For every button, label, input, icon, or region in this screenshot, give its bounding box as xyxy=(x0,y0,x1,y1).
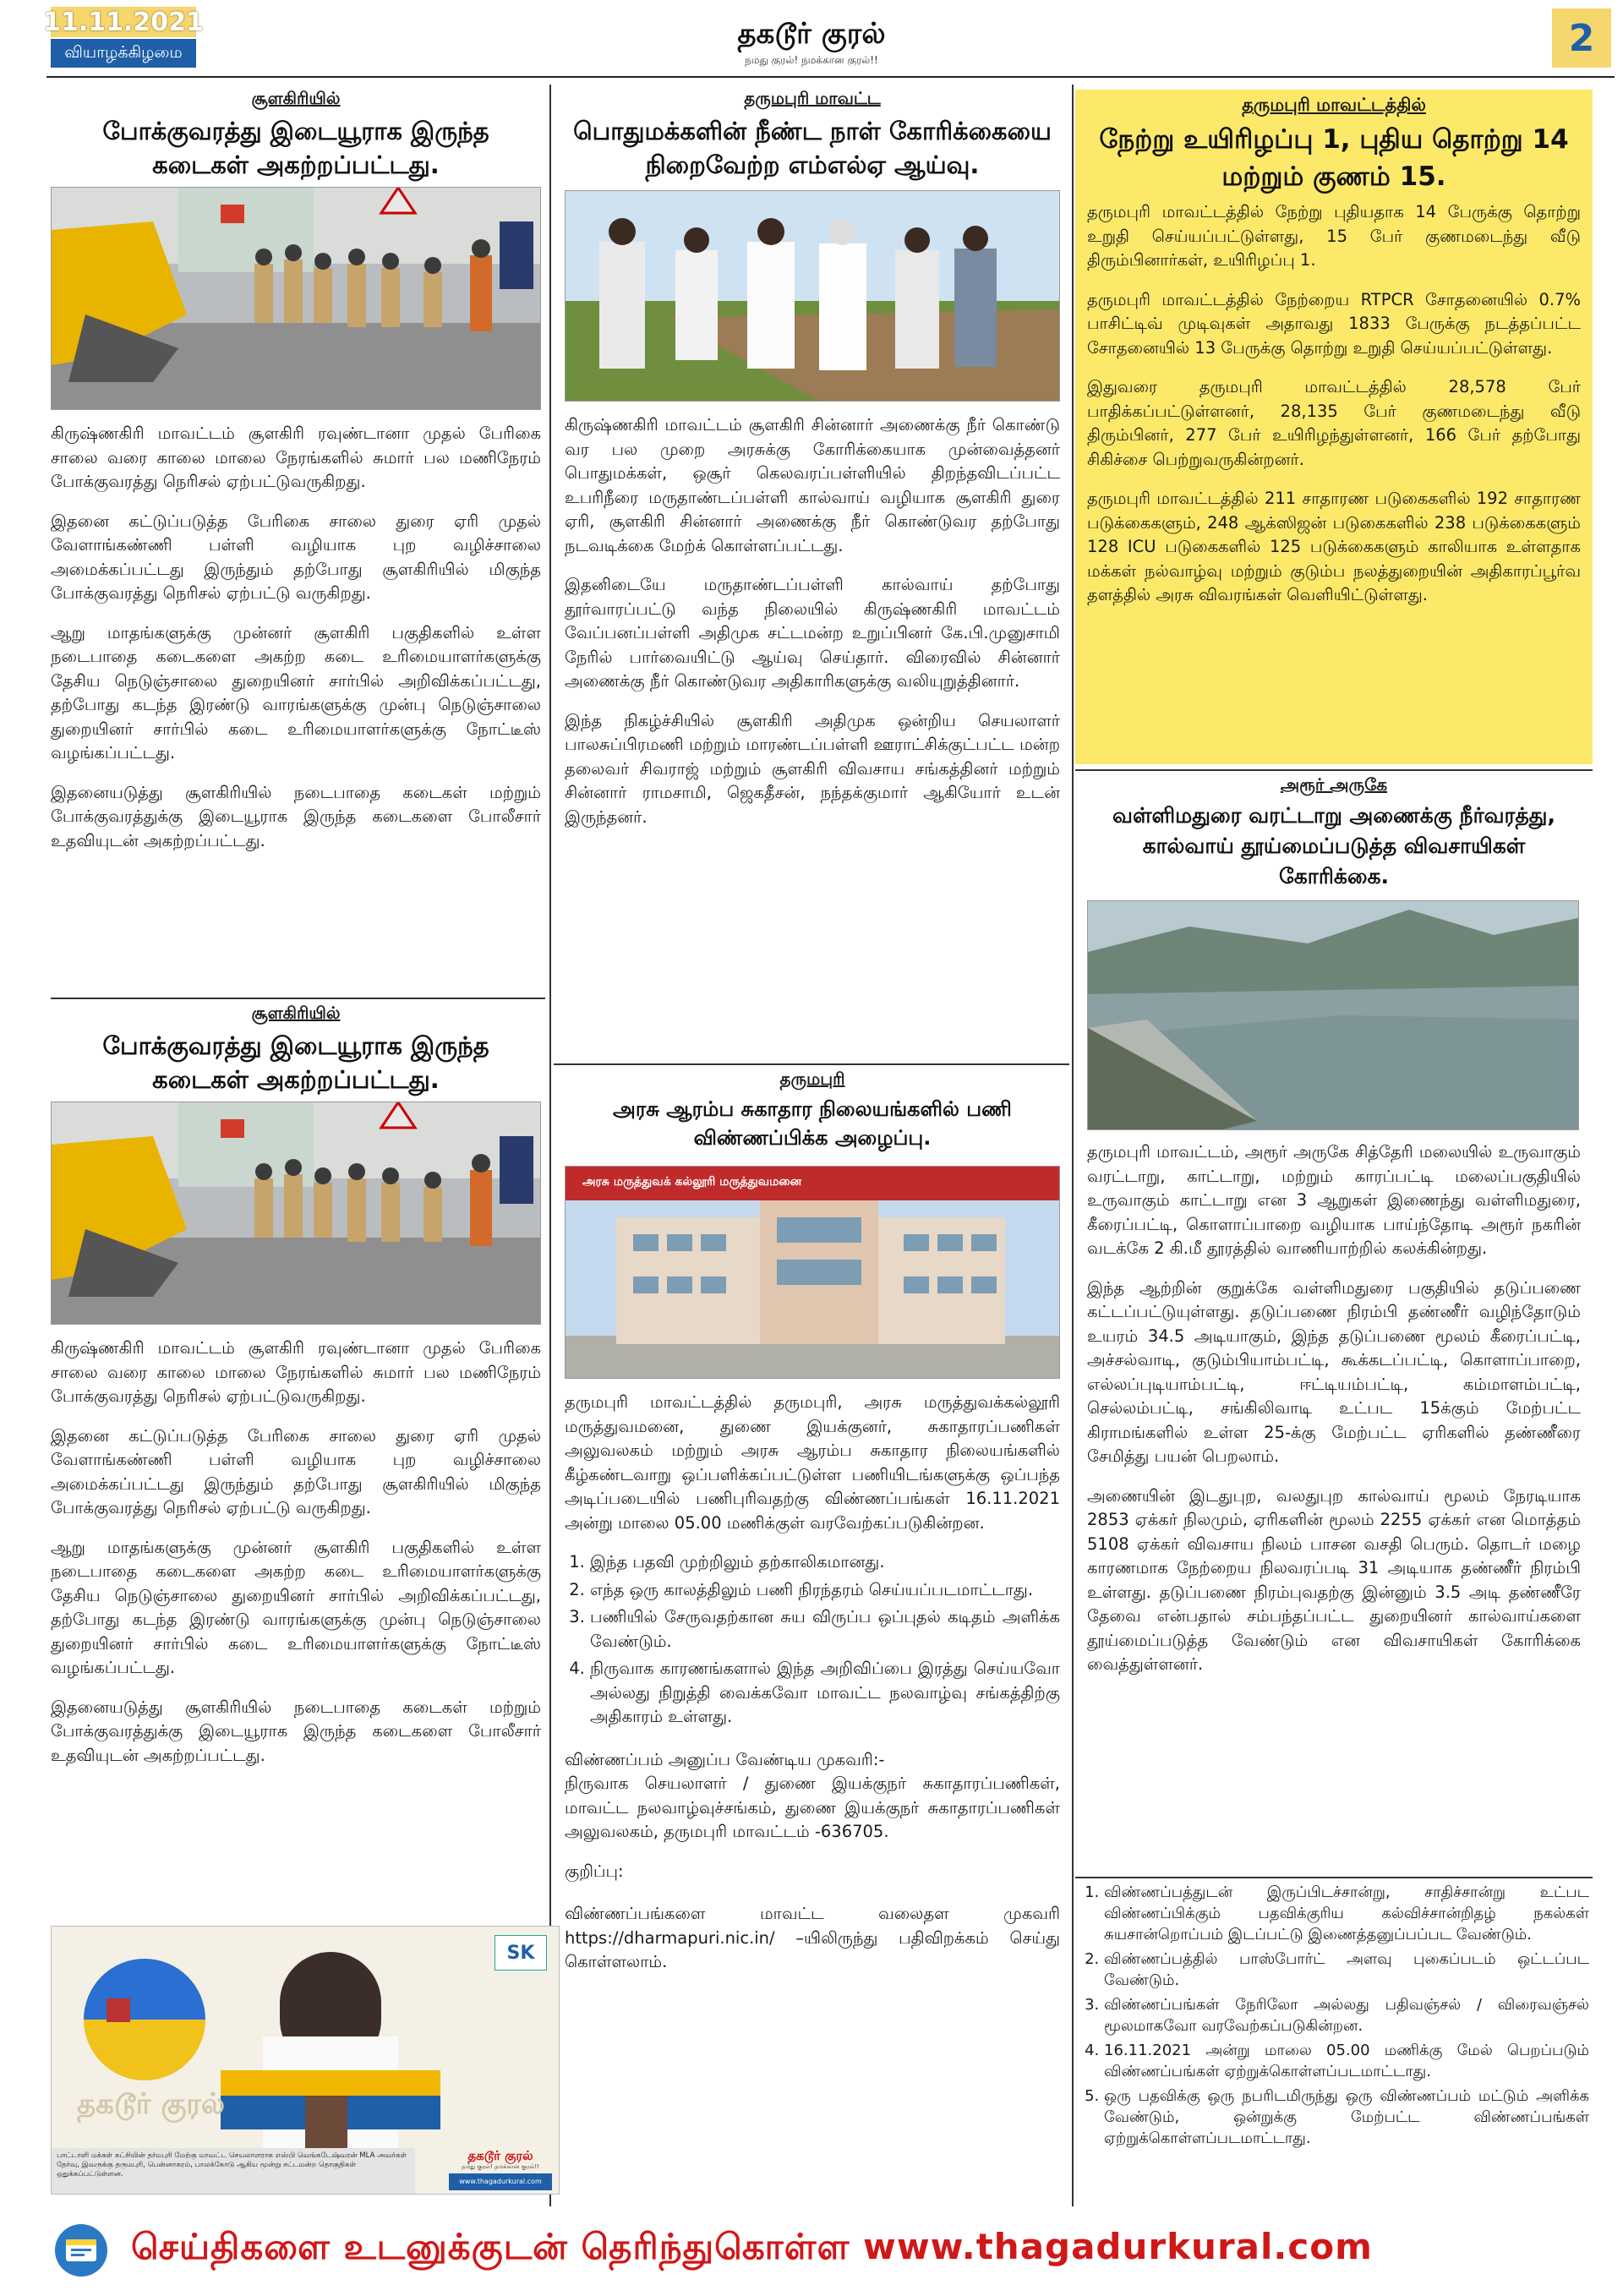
paragraph: இதுவரை தருமபுரி மாவட்டத்தில் 28,578 பேர் பாதிக்கப்பட்டுள்ளனர், 28,135 பேர் குணமடைந்து வீடு திரும்பினர், 277 பேர் உயிரிழந்துள்ளனர், 166 பேர் தற்போது சிகிச்சை பெற்றுவருகின்றனர். xyxy=(1087,377,1581,469)
article-col1-story1 xyxy=(51,88,541,868)
headline: போக்குவரத்து இடையூராக இருந்த கடைகள் அகற்றப்பட்டது. xyxy=(102,117,489,179)
watermark-title: தகடூர் குரல் xyxy=(77,2087,226,2121)
article-col2-story1 xyxy=(565,88,1060,845)
masthead-title: தகடூர் குரல் xyxy=(737,17,886,51)
paragraph: தருமபுரி மாவட்டத்தில் நேற்று புதியதாக 14 பேருக்கு தொற்று உறுதி செய்யப்பட்டுள்ளது, 15 பேர் குணமடைந்து வீடு திரும்பினார்கள், உயிரிழப்பு 1. xyxy=(1087,202,1581,270)
issue-date: 11.11.2021 xyxy=(43,7,204,37)
masthead-tagline: நமது குரல்! நமக்கான குரல்!! xyxy=(745,54,878,66)
conditions-list xyxy=(565,1550,1060,1730)
note-label: குறிப்பு: xyxy=(565,1861,624,1881)
covid-update-box xyxy=(1075,90,1593,764)
news-photo-hospital xyxy=(565,1166,1060,1379)
kicker: தருமபுரி மாவட்டத்தில் xyxy=(1242,95,1426,115)
paragraph: கிருஷ்ணகிரி மாவட்டம் சூளகிரி ரவுண்டானா முதல் பேரிகை சாலை வரை காலை மாலை நேரங்களில் சுமார் பல மணிநேரம் போக்குவரத்து நெரிசல் ஏற்பட்டுவருகிறது. xyxy=(51,424,541,491)
paragraph: இதனையடுத்து சூளகிரியில் நடைபாதை கடைகள் மற்றும் போக்குவரத்துக்கு இடையூராக இருந்த கடைகளை போலீசார் உதவியுடன் அகற்றப்பட்டது. xyxy=(51,1697,541,1765)
article-col1-story2 xyxy=(51,1003,541,1783)
kicker: அரூர் அருகே xyxy=(1280,774,1388,795)
paragraph: இதனிடையே மருதாண்டப்பள்ளி கால்வாய் தற்போது தூர்வாரப்பட்டு வந்த நிலையில் கிருஷ்ணகிரி மாவட்டம் வேப்பனப்பள்ளி அதிமுக சட்டமன்ற உறுப்பினர் கே.பி.முனுசாமி நேரில் பார்வையிட்டு ஆய்வு செய்தார். விரைவில் சின்னார் அணைக்கு நீர் கொண்டுவர அதிகாரிகளுக்கு வலியுறுத்தினார். xyxy=(565,575,1060,691)
paragraph: ஆறு மாதங்களுக்கு முன்னர் சூளகிரி பகுதிகளில் உள்ள நடைபாதை கடைகளை அகற்ற கடை உரிமையாளர்களுக்கு தேசிய நெடுஞ்சாலை துறையினர் சார்பில் அறிவிக்கப்பட்டது, தற்போது கடந்த இரண்டு வாரங்களுக்கு முன்பு நெடுஞ்சாலை துறையினர் சார்பில் கடை உரிமையாளர்களுக்கு நோட்டீஸ் வழங்கப்பட்டது. xyxy=(51,1537,541,1677)
headline: பொதுமக்களின் நீண்ட நாள் கோரிக்கையை நிறைவேற்ற எம்எல்ஏ ஆய்வு. xyxy=(573,117,1052,179)
paragraph: தருமபுரி மாவட்டத்தில் தருமபுரி, அரசு மருத்துவக்கல்லூரி மருத்துவமனை, துணை இயக்குனர், சுகாதாரப்பணிகள் அலுவலகம் மற்றும் அரசு ஆரம்ப சுகாதார நிலையங்களில் கீழ்கண்டவாறு ஒப்பளிக்கப்பட்டுள்ள பணியிடங்களுக்கு ஒப்பந்த அடிப்படையில் பணிபுரிவதற்கு விண்ணப்பங்கள் 16.11.2021 அன்று மாலை 05.00 மணிக்குள் வரவேற்கப்படுகின்றன. xyxy=(565,1392,1060,1533)
browser-icon xyxy=(55,2224,107,2277)
list-item: 3. பணியில் சேருவதற்கான சுய விருப்ப ஒப்புதல் கடிதம் அளிக்க வேண்டும். xyxy=(590,1605,1060,1654)
section-divider xyxy=(51,998,545,999)
paragraph: தருமபுரி மாவட்டத்தில் நேற்றைய RTPCR சோதனையில் 0.7% பாசிட்டிவ் முடிவுகள் அதாவது 1833 பேருக்கு நடத்தப்பட்ட சோதனையில் 13 பேருக்கு தொற்று உறுதி செய்யப்பட்டுள்ளது. xyxy=(1087,289,1581,358)
paragraph: அணையின் இடதுபுற, வலதுபுற கால்வாய் மூலம் நேரடியாக 2853 ஏக்கர் நிலமும், ஏரிகளின் மூலம் 2255 ஏக்கர் என மொத்தம் 5108 ஏக்கர் விவசாய நிலம் பாசன வசதி பெரும். தொடர் மழை காரணமாக நேற்றைய நிலவரப்படி 31 அடியாக தண்ணீர் நிரம்பி உள்ளது. தடுப்பணை நிரம்புவதற்கு இன்னும் 3.5 அடி தண்ணீரே தேவை என்பதால் சம்பந்தப்பட்ட துறையினர் கால்வாய்களை தூய்மைப்படுத்த வேண்டும் என விவசாயிகள் கோரிக்கை வைத்துள்ளனர். xyxy=(1087,1485,1581,1674)
news-photo-mla-inspection xyxy=(565,190,1060,402)
news-photo-shops-removal xyxy=(51,187,541,410)
list-item: 4. நிருவாக காரணங்களால் இந்த அறிவிப்பை இரத்து செய்யவோ அல்லது நிறுத்தி வைக்கவோ மாவட்ட நலவாழ்வு சங்கத்திற்கு அதிகாரம் உள்ளது. xyxy=(590,1657,1060,1730)
paragraph: கிருஷ்ணகிரி மாவட்டம் சூளகிரி சின்னார் அணைக்கு நீர் கொண்டு வர பல முறை அரசுக்கு கோரிக்கையாக முன்வைத்தனர் பொதுமக்கள், ஒசூர் கெலவரப்பள்ளியில் திறந்தவிடப்பட்ட உபரிநீரை மருதாண்டப்பள்ளி கால்வாய் வழியாக சூளகிரி துரை ஏரி, சூளகிரி சின்னார் அணைக்கு நீர் கொண்டுவர தற்போது நடவடிக்கை மேற்க் கொள்ளப்பட்டது. xyxy=(565,415,1060,555)
paragraph: இந்த நிகழ்ச்சியில் சூளகிரி அதிமுக ஒன்றிய செயலாளர் பாலசுப்பிரமணி மற்றும் மாரண்டப்பள்ளி ஊராட்சிக்குட்பட்ட மன்ற தலைவர் சிவராஜ் மற்றும் சூளகிரி விவசாய சங்கத்தினர் மற்றும் சின்னார் ராமசாமி, ஜெகதீசன், நந்தக்குமார் ஆகியோர் உடன் இருந்தனர். xyxy=(565,710,1060,827)
list-item: 2. எந்த ஒரு காலத்திலும் பணி நிரந்தரம் செய்யப்படமாட்டாது. xyxy=(590,1578,1060,1603)
ad-paper-name: தகடூர் குரல் xyxy=(467,2148,533,2163)
section-divider xyxy=(554,1063,1069,1065)
headline: அரசு ஆரம்ப சுகாதார நிலையங்களில் பணி விண்ணப்பிக்க அழைப்பு. xyxy=(613,1097,1012,1150)
footer-text[interactable]: செய்திகளை உடனுக்குடன் தெரிந்துகொள்ள www.thagadurkural.com xyxy=(131,2226,1373,2267)
paragraph: இதனையடுத்து சூளகிரியில் நடைபாதை கடைகள் மற்றும் போக்குவரத்துக்கு இடையூராக இருந்த கடைகளை போலீசார் உதவியுடன் அகற்றப்பட்டது. xyxy=(51,782,541,850)
article-col2-story2 xyxy=(565,1069,1060,1990)
advertisement-banner[interactable] xyxy=(51,1926,560,2195)
instructions-list xyxy=(1082,1882,1589,2149)
kicker: சூளகிரியில் xyxy=(251,88,341,108)
ad-tagline: நமது குரல்! நமக்கான குரல்!! xyxy=(461,2163,540,2170)
list-item: 2. விண்ணப்பத்தில் பாஸ்போர்ட் அளவு புகைப்படம் ஒட்டப்பட வேண்டும். xyxy=(1104,1949,1589,1991)
kicker: தருமபுரி மாவட்ட xyxy=(744,88,881,108)
article-col3-dam xyxy=(1087,774,1581,1677)
section-divider xyxy=(1075,1877,1593,1878)
ad-website: www.thagadurkural.com xyxy=(449,2173,552,2190)
paragraph: இதனை கட்டுப்படுத்த பேரிகை சாலை துரை ஏரி முதல் வேளாங்கண்ணி பள்ளி வழியாக புற வழிச்சாலை அமைக்கப்பட்டது இருந்தும் தற்போது சூளகிரியில் மிகுந்த போக்குவரத்து நெரிசல் ஏற்பட்டு வருகிறது. xyxy=(51,511,541,603)
list-item: 1. விண்ணப்பத்துடன் இருப்பிடச்சான்று, சாதிச்சான்று உட்பட விண்ணப்பிக்கும் பதவிக்குரிய கல்விச்சான்றிதழ் நகல்கள் சுயசான்றொப்பம் இடப்பட்டு இணைத்தனுப்பப்பட வேண்டும். xyxy=(1104,1882,1589,1945)
paragraph: தருமபுரி மாவட்டம், அரூர் அருகே சித்தேரி மலையில் உருவாகும் வரட்டாறு, காட்டாறு, மற்றும் காரப்பட்டி மலைப்பகுதியில் உருவாகும் காட்டாறு என 3 ஆறுகள் இணைந்து வள்ளிமதுரை, கீரைப்பட்டி, கொளாப்பாறை வழியாக பாய்ந்தோடி அரூர் நகரின் வடக்கே 2 கி.மீ தூரத்தில் வாணியாற்றில் கலக்கின்றது. xyxy=(1087,1142,1581,1258)
paragraph: ஆறு மாதங்களுக்கு முன்னர் சூளகிரி பகுதிகளில் உள்ள நடைபாதை கடைகளை அகற்ற கடை உரிமையாளர்களுக்கு தேசிய நெடுஞ்சாலை துறையினர் சார்பில் அறிவிக்கப்பட்டது, தற்போது கடந்த இரண்டு வாரங்களுக்கு முன்பு நெடுஞ்சாலை துறையினர் சார்பில் கடை உரிமையாளர்களுக்கு நோட்டீஸ் வழங்கப்பட்டது. xyxy=(51,622,541,763)
application-instructions xyxy=(1082,1882,1589,2152)
news-photo-dam xyxy=(1087,900,1579,1130)
header-rule xyxy=(46,76,1615,78)
list-item: 5. ஒரு பதவிக்கு ஒரு நபரிடமிருந்து ஒரு விண்ணப்பம் மட்டும் அளிக்க வேண்டும், ஒன்றுக்கு மேற்பட்ட விண்ணப்பங்கள் ஏற்றுக்கொள்ளப்படமாட்டாது. xyxy=(1104,2086,1589,2149)
masthead[interactable] xyxy=(685,17,938,68)
address: நிருவாக செயலாளர் / துணை இயக்குநர் சுகாதாரப்பணிகள், மாவட்ட நலவாழ்வுச்சங்கம், துணை இயக்குநர் சுகாதாரப்பணிகள் அலுவலகம், தருமபுரி மாவட்டம் -636705. xyxy=(565,1774,1060,1841)
list-item: 4. 16.11.2021 அன்று மாலை 05.00 மணிக்கு மேல் பெறப்படும் விண்ணப்பங்கள் ஏற்றுக்கொள்ளப்படமாட்டாது. xyxy=(1104,2040,1589,2082)
kicker: சூளகிரியில் xyxy=(251,1003,341,1023)
note[interactable]: விண்ணப்பங்களை மாவட்ட வலைதள முகவரி https://dharmapuri.nic.in/ –யிலிருந்து பதிவிறக்கம் செய்து கொள்ளலாம். xyxy=(565,1904,1060,1971)
paragraph: கிருஷ்ணகிரி மாவட்டம் சூளகிரி ரவுண்டானா முதல் பேரிகை சாலை வரை காலை மாலை நேரங்களில் சுமார் பல மணிநேரம் போக்குவரத்து நெரிசல் ஏற்பட்டுவருகிறது. xyxy=(51,1338,541,1406)
address-label: விண்ணப்பம் அனுப்ப வேண்டிய முகவரி:- xyxy=(565,1749,885,1769)
column-divider xyxy=(549,85,551,2206)
building-sign: அரசு மருத்துவக் கல்லூரி மருத்துவமனை xyxy=(582,1175,802,1189)
headline: போக்குவரத்து இடையூராக இருந்த கடைகள் அகற்றப்பட்டது. xyxy=(102,1031,489,1094)
footer-banner[interactable] xyxy=(46,2219,1610,2280)
section-divider xyxy=(1075,769,1593,771)
news-photo-shops-removal xyxy=(51,1102,541,1325)
column-divider xyxy=(1072,85,1074,2206)
paragraph: இந்த ஆற்றின் குறுக்கே வள்ளிமதுரை பகுதியில் தடுப்பணை கட்டப்பட்டுயுள்ளது. தடுப்பணை நிரம்பி தண்ணீர் வழிந்தோடும் உயரம் 34.5 அடியாகும், இந்த தடுப்பணை மூலம் கீரைப்பட்டி, அச்சல்வாடி, குடும்பியாம்பட்டி, கூக்கடப்பட்டி, கொளாப்பாறை, எல்லப்புடியாம்பட்டி, ஈட்டியம்பட்டி, கம்மாளம்பட்டி, செல்லம்பட்டி, சங்கிலிவாடி உட்பட 15க்கும் மேற்பட்ட கிராமங்களில் உள்ள 25-க்கு மேற்பட்ட ஏரிகளில் தண்ணீரை சேமித்து பயன் பெறலாம். xyxy=(1087,1277,1581,1466)
issue-day: வியாழக்கிழமை xyxy=(51,39,196,68)
sponsor-logo: SK xyxy=(495,1935,547,1971)
ad-caption: பாட்டாளி மக்கள் கட்சியின் தர்மபுரி மேற்கு மாவட்ட செயலாளராக எஸ்பி வெங்கடேஷ்வரன் MLA அவர்கள் தேர்வு, இவருக்கு தருமபுரி, பென்னாகரம், பாலக்கோடு ஆகிய மூன்று சட்டமன்ற தொகுதிகள் ஒதுக்கப்பட்டுள்ளன. xyxy=(57,2151,407,2178)
kicker: தருமபுரி xyxy=(779,1069,845,1089)
headline: நேற்று உயிரிழப்பு 1, புதிய தொற்று 14 மற்றும் குணம் 15. xyxy=(1099,124,1569,192)
list-item: 1. இந்த பதவி முற்றிலும் தற்காலிகமானது. xyxy=(590,1550,1060,1575)
headline: வள்ளிமதுரை வரட்டாறு அணைக்கு நீர்வரத்து, கால்வாய் தூய்மைப்படுத்த விவசாயிகள் கோரிக்கை. xyxy=(1112,803,1555,888)
list-item: 3. விண்ணப்பங்கள் நேரிலோ அல்லது பதிவஞ்சல் / விரைவஞ்சல் மூலமாகவோ வரவேற்கப்படுகின்றன. xyxy=(1104,1994,1589,2036)
page-number: 2 xyxy=(1552,8,1611,68)
paragraph: இதனை கட்டுப்படுத்த பேரிகை சாலை துரை ஏரி முதல் வேளாங்கண்ணி பள்ளி வழியாக புற வழிச்சாலை அமைக்கப்பட்டது இருந்தும் தற்போது சூளகிரியில் மிகுந்த போக்குவரத்து நெரிசல் ஏற்பட்டு வருகிறது. xyxy=(51,1425,541,1517)
paragraph: தருமபுரி மாவட்டத்தில் 211 சாதாரண படுகைகளில் 192 சாதாரண படுக்கைகளும், 248 ஆக்ஸிஜன் படுகைகளில் 238 படுக்கைகளும் 128 ICU படுகைகளில் 125 படுக்கைகளும் காலியாக உள்ளதாக மக்கள் நல்வாழ்வு மற்றும் குடும்ப நலத்துறையின் அதிகாரப்பூர்வ தளத்தில் அரசு விவரங்கள் வெளியிட்டுள்ளது. xyxy=(1087,489,1581,604)
